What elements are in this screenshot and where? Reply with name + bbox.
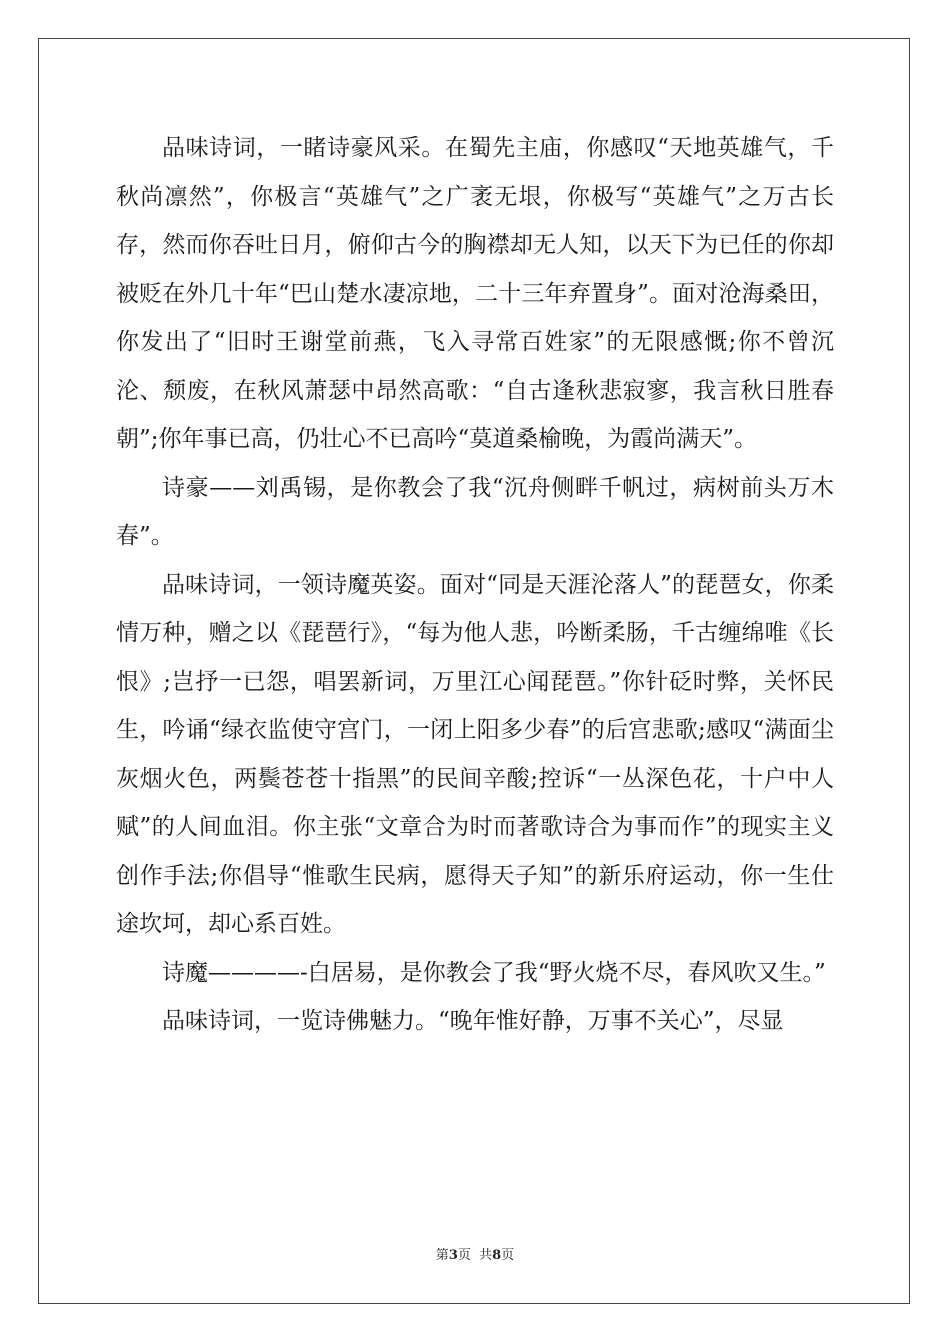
paragraph-wang-wei-intro: 品味诗词，一览诗佛魅力。“晚年惟好静，万事不关心”，尽显 [162, 1008, 784, 1034]
page-footer [0, 1244, 950, 1263]
paragraph-liu-yuxi-intro: 品味诗词，一睹诗豪风采。在蜀先主庙，你感叹“天地英雄气，千秋尚凛然”，你极言“英雄气”之广袤无垠，你极写“英雄气”之万古长存，然而你吞吐日月，俯仰古今的胸襟却无人知，以天下为已任的你却被贬在外几十年“巴山楚水凄凉地，二十三年弃置身”。面对沧海桑田，你发出了“旧时王谢堂前燕，飞入寻常百姓家”的无限感慨;你不曾沉沦、颓废，在秋风萧瑟中昂然高歌：“自古逢秋悲寂寥，我言秋日胜春朝”;你年事已高，仍壮心不已高吟“莫道桑榆晚，为霞尚满天”。 [116, 135, 834, 452]
footer-mid: 页 共 [457, 1248, 493, 1263]
paragraph-liu-yuxi-summary: 诗豪——刘禹锡，是你教会了我“沉舟侧畔千帆过，病树前头万木春”。 [116, 474, 834, 549]
paragraph-bai-juyi-summary: 诗魔————-白居易，是你教会了我“野火烧不尽，春风吹又生。” [162, 959, 826, 986]
paragraph-bai-juyi-intro: 品味诗词，一领诗魔英姿。面对“同是天涯沦落人”的琵琶女，你柔情万种，赠之以《琵琶行》，“每为他人悲，吟断柔肠，千古缠绵唯《长恨》;岂抒一已怨，唱罢新词，万里江心闻琵琶。”你针砭时弊，关怀民生，吟诵“绿衣监使守宫门，一闭上阳多少春”的后宫悲歌;感叹“满面尘灰烟火色，两鬓苍苍十指黑”的民间辛酸;控诉“一丛深色花，十户中人赋”的人间血泪。你主张“文章合为时而著歌诗合为事而作”的现实主义创作手法;你倡导“惟歌生民病，愿得天子知”的新乐府运动，你一生仕途坎坷，却心系百姓。 [116, 571, 834, 937]
document-body [116, 124, 834, 1046]
footer-suffix: 页 [501, 1248, 515, 1263]
footer-total-pages: 8 [492, 1248, 502, 1263]
footer-page-number: 3 [448, 1248, 458, 1263]
footer-prefix: 第 [435, 1248, 449, 1263]
